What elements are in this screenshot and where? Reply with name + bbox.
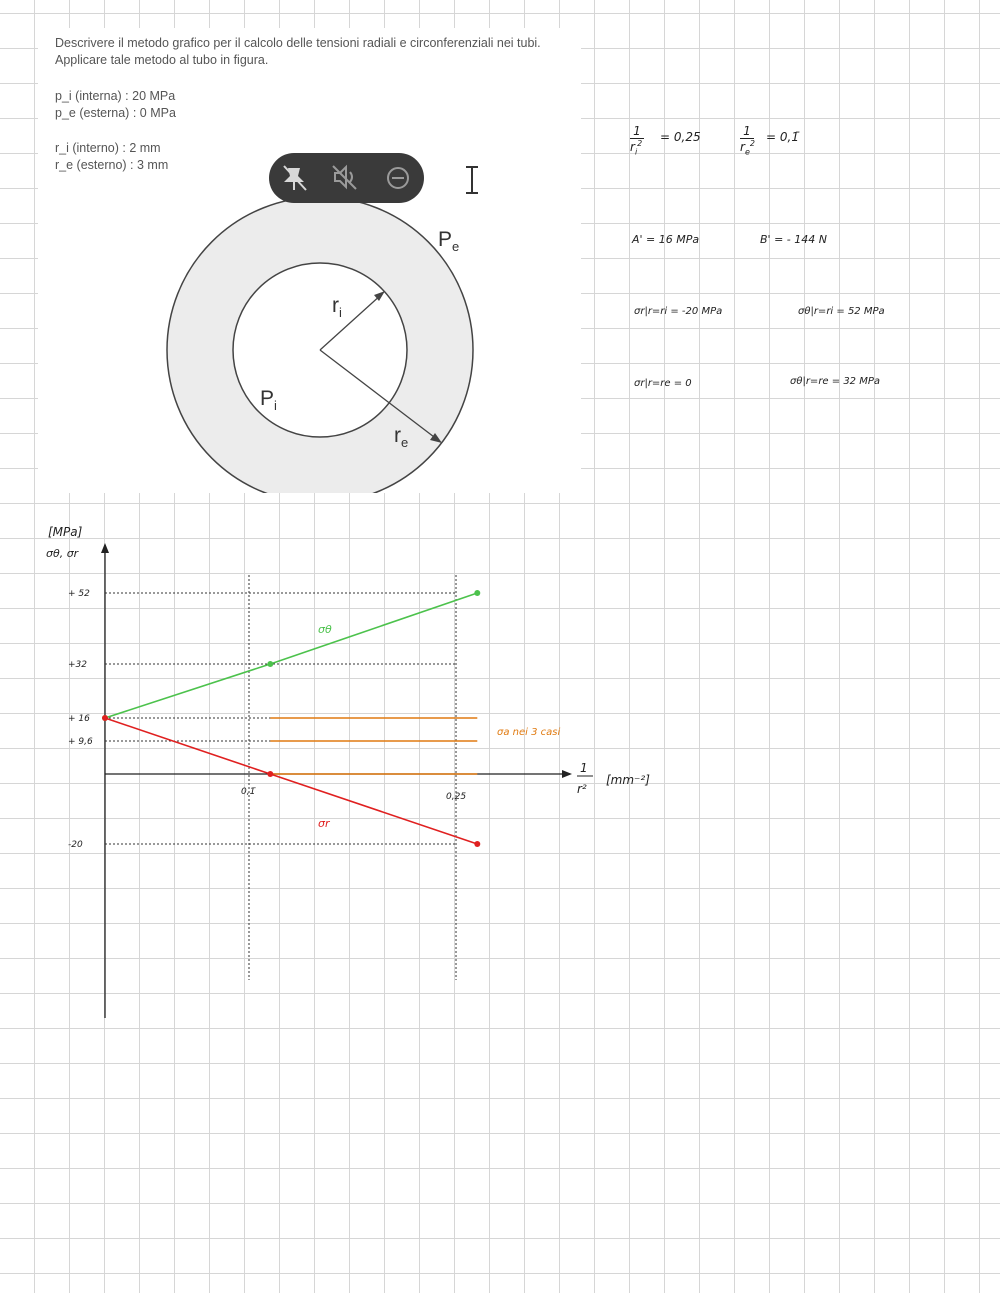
internal-radius: r_i (interno) : 2 mm — [55, 141, 161, 155]
sigma-theta-at-re: σθ|r=re = 32 MPa — [790, 376, 881, 387]
sigma-theta-at-ri: σθ|r=ri = 52 MPa — [798, 306, 885, 317]
problem-statement-line-2: Applicare tale metodo al tubo in figura. — [55, 53, 269, 67]
x-tick-label: 0,25 — [446, 792, 467, 802]
y-tick-label: + 52 — [68, 589, 90, 599]
x-axis-label-den: r² — [577, 782, 587, 796]
series-line — [105, 718, 477, 844]
x-tick-label: 0,1̄ — [241, 787, 256, 797]
re-label: $r_e$ — [394, 424, 409, 450]
series-point — [267, 771, 273, 777]
axial-annotation: σa nei 3 casi — [497, 727, 561, 738]
external-pressure: p_e (esterna) : 0 MPa — [55, 106, 176, 120]
a-prime: A' = 16 MPa — [632, 233, 700, 246]
series-point — [474, 841, 480, 847]
y-tick-label: + 9,6 — [68, 737, 93, 747]
problem-statement-line-1: Descrivere il metodo grafico per il calcolo delle tensioni radiali e circonferenziali nei tubi. — [55, 36, 541, 50]
x-axis-arrow — [562, 770, 572, 778]
y-axis-label: σθ, σr — [46, 547, 79, 560]
x-axis-label-num: 1 — [580, 761, 588, 775]
inv-ri2-fraction: 1 $r_i^2$ — [630, 124, 643, 157]
ri-label: $r_i$ — [332, 294, 342, 320]
inv-re2-value: = 0,1̄ — [766, 130, 799, 144]
y-tick-label: +32 — [68, 660, 87, 670]
y-tick-label: -20 — [68, 840, 83, 850]
y-tick-label: + 16 — [68, 714, 90, 724]
pe-label: $P_e$ — [438, 228, 460, 254]
x-axis-unit: [mm⁻²] — [606, 773, 650, 787]
sigma-r-at-ri: σr|r=ri = -20 MPa — [634, 306, 723, 317]
pi-label: $P_i$ — [260, 387, 277, 413]
y-axis-unit: [MPa] — [48, 525, 83, 539]
sigma-r-at-re: σr|r=re = 0 — [634, 378, 692, 389]
inv-re2-fraction: 1 $r_e^2$ — [740, 124, 755, 157]
external-radius: r_e (esterno) : 3 mm — [55, 158, 169, 172]
internal-pressure: p_i (interna) : 20 MPa — [55, 89, 176, 103]
y-axis-arrow — [101, 543, 109, 553]
series-point — [474, 590, 480, 596]
series-line — [105, 593, 477, 718]
series-point — [267, 661, 273, 667]
series-point — [102, 715, 108, 721]
series-label: σr — [318, 817, 330, 830]
b-prime: B' = - 144 N — [760, 233, 827, 246]
inv-ri2-value: = 0,25 — [660, 130, 701, 144]
series-label: σθ — [318, 623, 332, 636]
